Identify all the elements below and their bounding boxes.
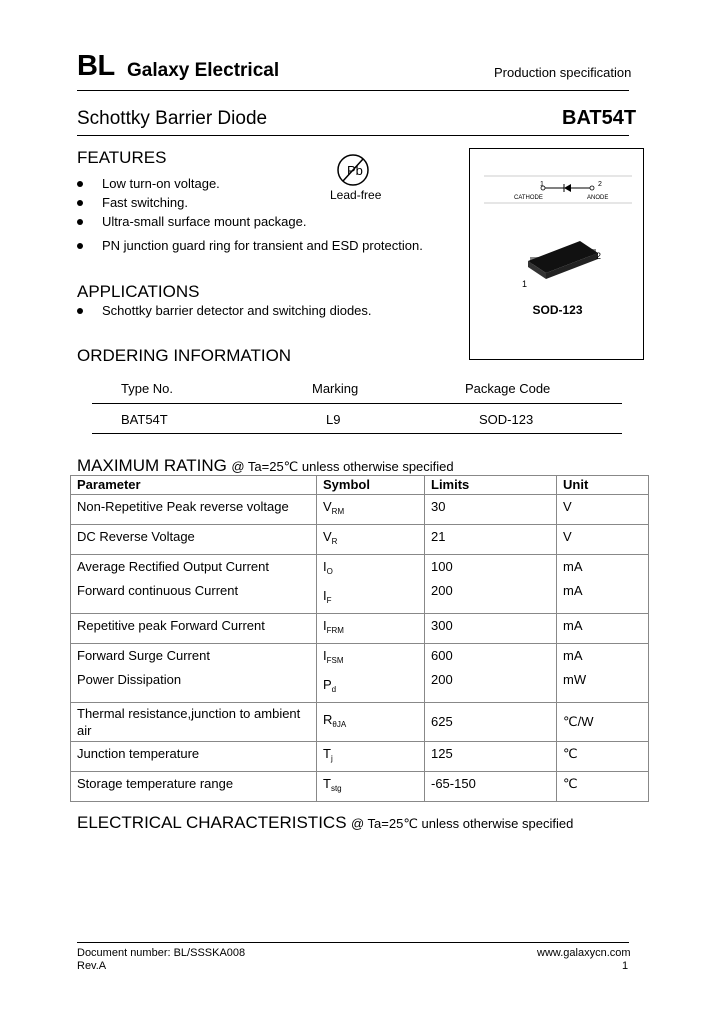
- bullet-icon: [77, 219, 83, 225]
- table-row: Repetitive peak Forward Current $I_{FRM}$ 300 mA: [71, 614, 649, 644]
- order-col-type: Type No.: [121, 381, 174, 396]
- list-item: Ultra-small surface mount package.: [77, 214, 306, 229]
- website: www.galaxycn.com: [537, 947, 631, 959]
- package-name: SOD-123: [532, 303, 583, 317]
- diode-diagram: [470, 149, 645, 361]
- title-rule: [77, 135, 629, 136]
- table-row: Junction temperature $T_j$ 125 ℃: [71, 742, 649, 772]
- part-number: BAT54T: [562, 107, 637, 129]
- list-item: Schottky barrier detector and switching diodes.: [77, 303, 372, 318]
- order-rule-top: [92, 403, 622, 404]
- order-package-value: SOD-123: [479, 412, 534, 427]
- col-unit: Unit: [557, 476, 649, 495]
- bullet-icon: [77, 243, 83, 249]
- table-header-row: [71, 476, 649, 495]
- doc-number: Document number: BL/SSSKA008: [77, 947, 246, 959]
- page-number: 1: [622, 960, 629, 972]
- table-row: Thermal resistance,junction to ambient air $R_{\theta JA}$ 625 ℃/W: [71, 703, 649, 742]
- bullet-icon: [77, 200, 83, 206]
- table-row: Forward Surge Current Power Dissipation $I_{FSM}$ $P_d$ 600 200 mA mW: [71, 644, 649, 703]
- bullet-icon: [77, 181, 83, 187]
- electrical-heading: ELECTRICAL CHARACTERISTICS @ Ta=25℃ unless otherwise specified: [77, 813, 574, 832]
- sod123-package-icon: [528, 241, 598, 279]
- ordering-heading: ORDERING INFORMATION: [77, 346, 292, 365]
- order-col-package: Package Code: [465, 381, 551, 396]
- col-limits: Limits: [425, 476, 557, 495]
- lead-free-label: Lead-free: [330, 188, 382, 202]
- table-row: Non-Repetitive Peak reverse voltage $V_{RM}$ 30 V: [71, 495, 649, 525]
- order-col-marking: Marking: [312, 381, 359, 396]
- order-rule-bottom: [92, 433, 622, 434]
- brand-short: BL: [77, 50, 115, 82]
- svg-text:ANODE: ANODE: [587, 195, 609, 201]
- doc-title: Schottky Barrier Diode: [77, 108, 268, 129]
- table-row: Average Rectified Output Current Forward continuous Current $I_O$ $I_F$ 100 200 mA mA: [71, 555, 649, 614]
- list-item: PN junction guard ring for transient and ESD protection.: [77, 238, 423, 253]
- max-rating-heading: MAXIMUM RATING @ Ta=25℃ unless otherwise specified: [77, 456, 454, 475]
- footer-rule: [77, 942, 629, 943]
- table-row: DC Reverse Voltage $V_R$ 21 V: [71, 525, 649, 555]
- list-item: Low turn-on voltage.: [77, 176, 220, 191]
- col-symbol: Symbol: [317, 476, 425, 495]
- spec-type: Production specification: [494, 65, 632, 80]
- svg-text:1: 1: [540, 181, 544, 188]
- col-parameter: Parameter: [71, 476, 317, 495]
- max-rating-table: [70, 475, 649, 802]
- order-type-value: BAT54T: [121, 412, 168, 427]
- svg-text:CATHODE: CATHODE: [514, 195, 543, 201]
- features-heading: FEATURES: [77, 148, 167, 167]
- svg-text:1: 1: [522, 279, 528, 289]
- brand-name: Galaxy Electrical: [127, 60, 280, 81]
- lead-free-symbol: Pb: [347, 163, 363, 178]
- revision: Rev.A: [77, 960, 107, 972]
- diode-symbol-icon: [564, 184, 571, 192]
- list-item: Fast switching.: [77, 195, 188, 210]
- bullet-icon: [77, 308, 83, 314]
- applications-heading: APPLICATIONS: [77, 282, 200, 301]
- svg-text:2: 2: [598, 181, 602, 188]
- lead-free-icon: [336, 153, 370, 187]
- svg-text:2: 2: [596, 251, 602, 261]
- package-diagram-box: [469, 148, 644, 360]
- header-rule: [77, 90, 629, 91]
- table-row: Storage temperature range $T_{stg}$ -65-150 ℃: [71, 772, 649, 802]
- order-marking-value: L9: [326, 412, 341, 427]
